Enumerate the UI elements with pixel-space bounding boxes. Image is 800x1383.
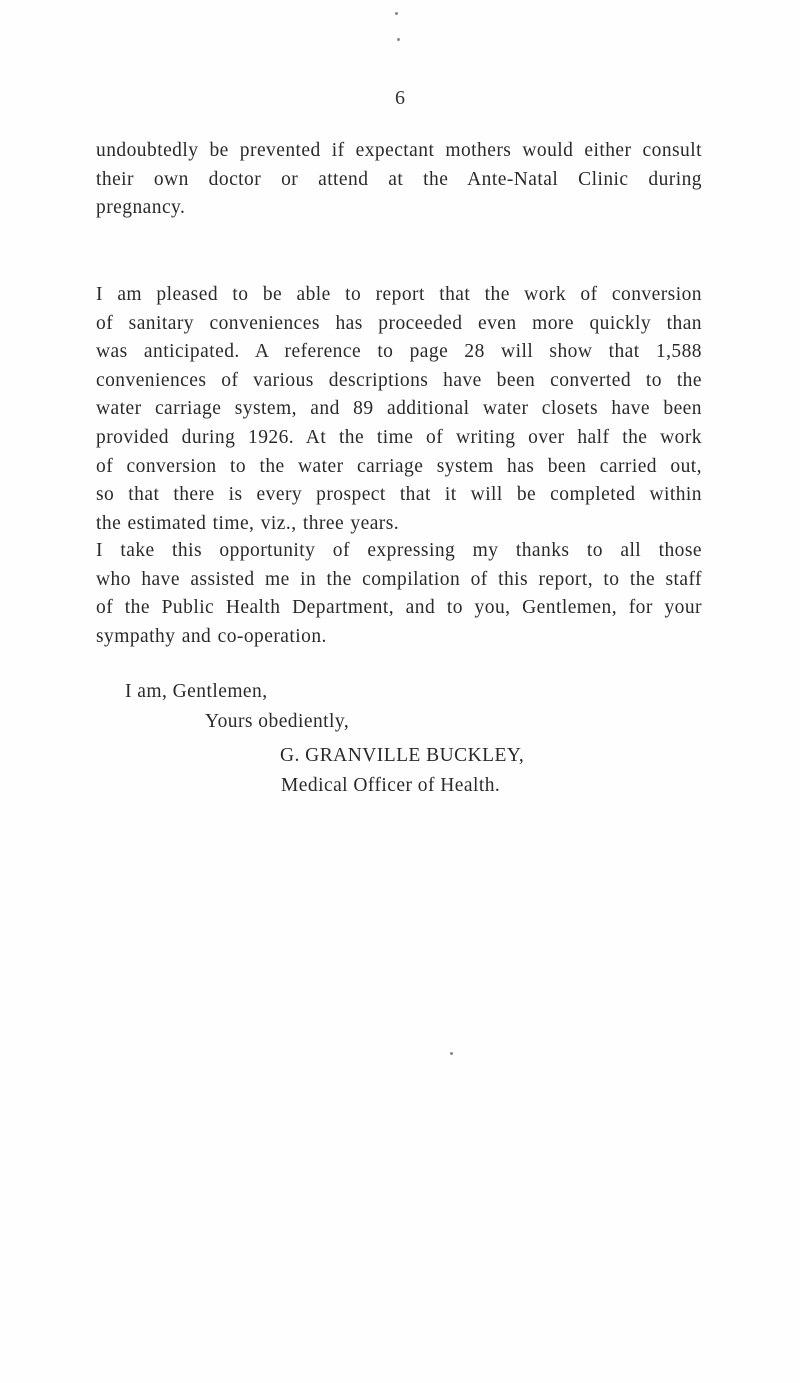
text-line: their own doctor or attend at the Ante-Natal Clinic during [96,168,702,190]
closing-salutation: I am, Gentlemen, [125,681,268,702]
text-line: undoubtedly be prevented if expectant mothers would either consult [96,140,702,161]
text-line: was anticipated. A reference to page 28 will show that 1,588 [96,341,702,363]
paper-speck [450,1052,453,1055]
signatory-name: G. GRANVILLE BUCKLEY, [280,745,525,766]
text-line: so that there is every prospect that it will be completed within [96,484,702,506]
text-line: the estimated time, viz., three years. [96,512,400,534]
closing-valediction: Yours obediently, [205,711,350,732]
text-line: provided during 1926. At the time of writing over half the work [96,426,702,448]
text-line: I take this opportunity of expressing my thanks to all those [96,540,702,561]
text-line: I am pleased to be able to report that the work of conversion [96,284,702,305]
paragraph-thanks [96,537,702,651]
paragraph-antenatal [96,137,702,223]
text-line: water carriage system, and 89 additional water closets have been [96,398,702,420]
page-number: 6 [395,87,405,109]
paper-speck [395,12,398,15]
text-line: conveniences of various descriptions have been converted to the [96,369,702,391]
text-line: sympathy and co-operation. [96,625,327,647]
paper-speck [397,38,400,41]
text-line: pregnancy. [96,197,186,219]
text-line: of sanitary conveniences has proceeded even more quickly than [96,312,702,334]
text-line: who have assisted me in the compilation of this report, to the staff [96,568,702,590]
paragraph-sanitary-conversion [96,281,702,538]
signatory-title: Medical Officer of Health. [281,775,501,796]
text-line: of the Public Health Department, and to you, Gentlemen, for your [96,597,702,619]
text-line: of conversion to the water carriage system has been carried out, [96,455,702,477]
